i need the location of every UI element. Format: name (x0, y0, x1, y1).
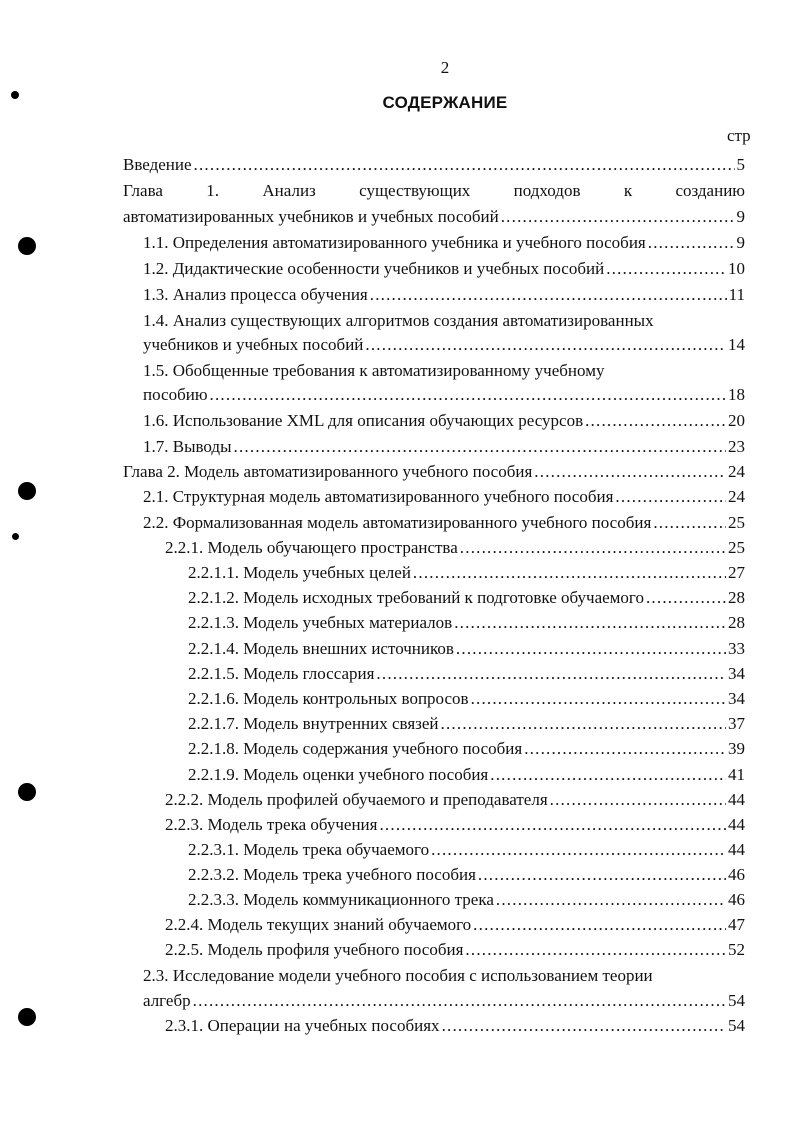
punch-hole-mark (12, 533, 19, 540)
toc-leader-dots (524, 736, 726, 761)
toc-entry (165, 912, 745, 937)
toc-entry (143, 282, 745, 307)
toc-entry-page: 23 (728, 437, 745, 456)
toc-entry-label: 2.2.2. Модель профилей обучаемого и преподавателя (165, 790, 548, 809)
toc-entry-label: 2.2.1.3. Модель учебных материалов (188, 613, 453, 632)
toc-leader-dots (585, 408, 726, 433)
toc-entry-page: 37 (728, 714, 745, 733)
toc-entry-label: 2.2.1.7. Модель внутренних связей (188, 714, 439, 733)
toc-leader-dots (465, 937, 726, 962)
toc-entry-label: 2.2.1.1. Модель учебных целей (188, 563, 411, 582)
toc-entry-page: 10 (728, 259, 745, 278)
toc-entry-page: 34 (728, 664, 745, 683)
toc-entry-page: 14 (728, 335, 745, 354)
toc-entry-page: 27 (728, 563, 745, 582)
toc-entry-label: 2.2.1.9. Модель оценки учебного пособия (188, 765, 489, 784)
page-number: 2 (440, 58, 450, 77)
toc-leader-dots (454, 610, 726, 635)
toc-leader-dots (550, 787, 726, 812)
toc-entry-label: 1.4. Анализ существующих алгоритмов создания автоматизированных (143, 311, 654, 330)
toc-entry-page: 41 (728, 765, 745, 784)
toc-entry (143, 408, 745, 433)
toc-entry-label: 2.2.1.4. Модель внешних источников (188, 639, 454, 658)
toc-entry (165, 787, 745, 812)
toc-entry (143, 358, 745, 383)
toc-entry (143, 484, 745, 509)
toc-leader-dots (653, 510, 726, 535)
page-column-label: стр (727, 126, 751, 145)
toc-entry (123, 178, 745, 203)
toc-entry-label: 2.2.3.3. Модель коммуникационного трека (188, 890, 494, 909)
toc-leader-dots (210, 382, 726, 407)
toc-entry (188, 762, 745, 787)
toc-entry-page: 54 (728, 1016, 745, 1035)
toc-leader-dots (442, 1013, 726, 1038)
toc-entry-label: алгебр (143, 991, 191, 1010)
toc-entry-page: 39 (728, 739, 745, 758)
toc-entry-page: 47 (728, 915, 745, 934)
toc-entry-page: 25 (728, 538, 745, 557)
toc-entry (165, 1013, 745, 1038)
toc-entry (123, 204, 745, 229)
toc-entry-label: 2.2.3.2. Модель трека учебного пособия (188, 865, 476, 884)
toc-entry-label: пособию (143, 385, 208, 404)
toc-entry-page: 33 (728, 639, 745, 658)
toc-leader-dots (648, 230, 735, 255)
toc-entry-page: 44 (728, 815, 745, 834)
toc-leader-dots (376, 661, 726, 686)
toc-entry-page: 25 (728, 513, 745, 532)
toc-leader-dots (379, 812, 726, 837)
toc-entry-page: 9 (736, 207, 745, 226)
toc-leader-dots (413, 560, 726, 585)
toc-entry (165, 937, 745, 962)
toc-entry-label: 2.2.5. Модель профиля учебного пособия (165, 940, 464, 959)
toc-entry-page: 54 (728, 991, 745, 1010)
toc-leader-dots (473, 912, 726, 937)
toc-entry (188, 711, 745, 736)
toc-entry-page: 44 (728, 840, 745, 859)
toc-entry-label: автоматизированных учебников и учебных пособий (123, 207, 499, 226)
toc-leader-dots (194, 152, 735, 177)
toc-entry-page: 46 (728, 865, 745, 884)
toc-leader-dots (501, 204, 735, 229)
toc-entry-label: Глава 1. Анализ существующих подходов к созданию (123, 181, 745, 200)
toc-entry-page: 20 (728, 411, 745, 430)
toc-entry (165, 535, 745, 560)
toc-entry-page: 52 (728, 940, 745, 959)
toc-entry (188, 887, 745, 912)
toc-entry-page: 46 (728, 890, 745, 909)
toc-entry (143, 963, 745, 988)
toc-entry-label: 2.2.4. Модель текущих знаний обучаемого (165, 915, 472, 934)
toc-leader-dots (460, 535, 726, 560)
toc-entry (143, 332, 745, 357)
toc-entry (188, 862, 745, 887)
punch-hole-mark (11, 91, 19, 99)
punch-hole-mark (18, 783, 36, 801)
toc-leader-dots (606, 256, 726, 281)
toc-entry-label: 2.1. Структурная модель автоматизированного учебного пособия (143, 487, 614, 506)
punch-hole-mark (18, 237, 36, 255)
toc-leader-dots (615, 484, 726, 509)
toc-leader-dots (646, 585, 726, 610)
toc-entry-page: 24 (728, 487, 745, 506)
toc-entry (188, 636, 745, 661)
toc-entry (143, 382, 745, 407)
toc-entry (188, 686, 745, 711)
toc-entry (143, 230, 745, 255)
toc-leader-dots (431, 837, 726, 862)
toc-entry (188, 585, 745, 610)
toc-entry-label: 2.2.1.8. Модель содержания учебного пособия (188, 739, 523, 758)
toc-entry-label: 2.3. Исследование модели учебного пособия с использованием теории (143, 966, 653, 985)
toc-entry-page: 28 (728, 588, 745, 607)
toc-entry (188, 837, 745, 862)
toc-leader-dots (456, 636, 726, 661)
toc-entry-label: 2.2. Формализованная модель автоматизированного учебного пособия (143, 513, 652, 532)
toc-entry-label: учебников и учебных пособий (143, 335, 364, 354)
punch-hole-mark (18, 1008, 36, 1026)
toc-entry-label: 2.2.1.2. Модель исходных требований к подготовке обучаемого (188, 588, 644, 607)
toc-leader-dots (365, 332, 726, 357)
toc-entry (143, 308, 745, 333)
toc-entry-label: Глава 2. Модель автоматизированного учебного пособия (123, 462, 533, 481)
toc-leader-dots (496, 887, 726, 912)
toc-entry-page: 44 (728, 790, 745, 809)
toc-leader-dots (370, 282, 727, 307)
toc-leader-dots (490, 762, 726, 787)
toc-leader-dots (471, 686, 726, 711)
toc-entry-label: Введение (123, 155, 192, 174)
toc-entry-label: 1.1. Определения автоматизированного учебника и учебного пособия (143, 233, 646, 252)
toc-entry-label: 2.2.3. Модель трека обучения (165, 815, 378, 834)
toc-entry-page: 18 (728, 385, 745, 404)
toc-entry (143, 510, 745, 535)
toc-entry-label: 1.7. Выводы (143, 437, 232, 456)
toc-entry-label: 2.2.3.1. Модель трека обучаемого (188, 840, 430, 859)
toc-entry-page: 9 (736, 233, 745, 252)
toc-leader-dots (534, 459, 726, 484)
toc-entry-label: 2.3.1. Операции на учебных пособиях (165, 1016, 440, 1035)
toc-leader-dots (193, 988, 726, 1013)
toc-entry-label: 1.5. Обобщенные требования к автоматизированному учебному (143, 361, 605, 380)
toc-entry (165, 812, 745, 837)
toc-entry-label: 1.6. Использование XML для описания обучающих ресурсов (143, 411, 584, 430)
toc-entry-page: 34 (728, 689, 745, 708)
toc-entry-label: 2.2.1.6. Модель контрольных вопросов (188, 689, 469, 708)
toc-entry (188, 610, 745, 635)
toc-entry-label: 1.3. Анализ процесса обучения (143, 285, 368, 304)
toc-entry (143, 988, 745, 1013)
toc-entry-page: 28 (728, 613, 745, 632)
toc-entry-page: 5 (736, 155, 745, 174)
toc-entry (123, 459, 745, 484)
toc-entry (188, 560, 745, 585)
toc-entry (143, 434, 745, 459)
toc-leader-dots (234, 434, 726, 459)
toc-leader-dots (478, 862, 726, 887)
toc-entry-page: 11 (728, 285, 745, 304)
toc-entry (143, 256, 745, 281)
toc-entry (188, 661, 745, 686)
toc-entry-label: 1.2. Дидактические особенности учебников и учебных пособий (143, 259, 605, 278)
punch-hole-mark (18, 482, 36, 500)
toc-entry-label: 2.2.1. Модель обучающего пространства (165, 538, 458, 557)
page-title: СОДЕРЖАНИЕ (382, 93, 508, 112)
toc-entry-page: 24 (728, 462, 745, 481)
toc-entry (188, 736, 745, 761)
toc-entry-label: 2.2.1.5. Модель глоссария (188, 664, 375, 683)
toc-leader-dots (441, 711, 726, 736)
toc-entry (123, 152, 745, 177)
